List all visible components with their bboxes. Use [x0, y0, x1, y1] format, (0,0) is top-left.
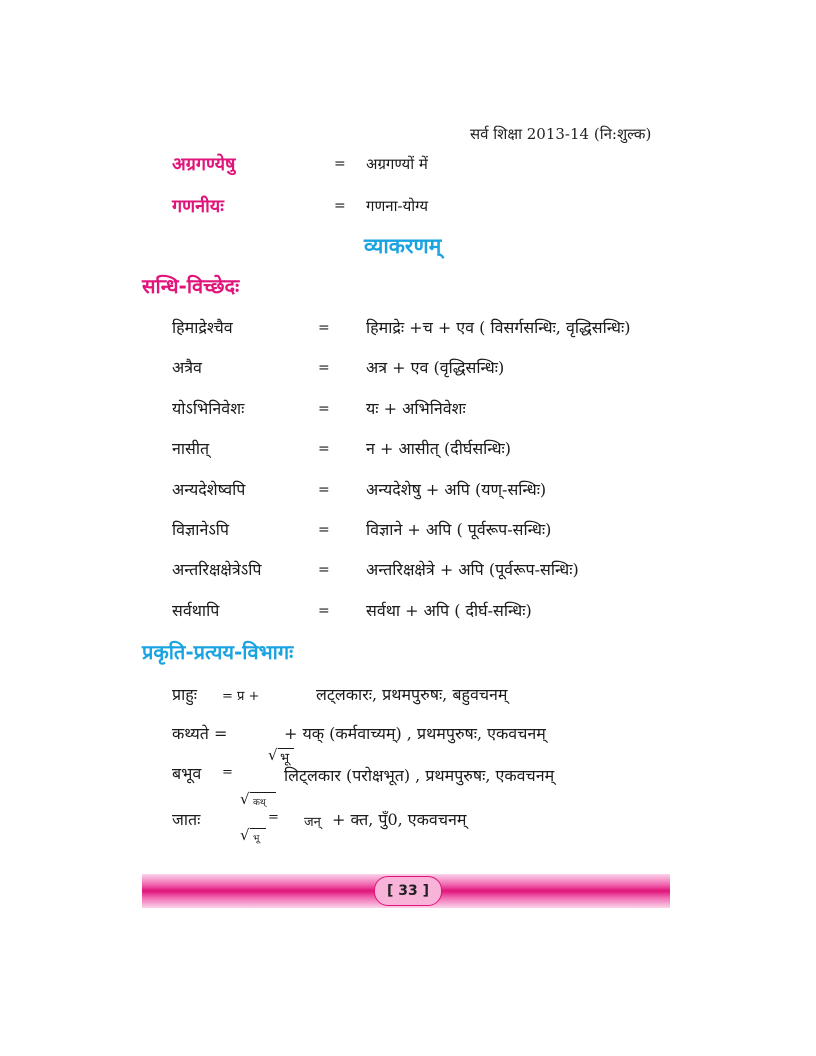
sandhi-word: नासीत्	[172, 439, 210, 458]
root-overline	[250, 828, 266, 829]
page-header: सर्व शिक्षा 2013-14 (नि:शुल्क)	[470, 125, 652, 143]
sandhi-equals: =	[318, 360, 330, 376]
sandhi-equals: =	[318, 320, 330, 336]
pratyaya-equals: =	[222, 765, 233, 780]
pratyaya-analysis: लिट्लकार (परोक्षभूत) , प्रथमपुरुषः, एकवचनम्	[284, 766, 555, 785]
sandhi-word: अत्रैव	[172, 358, 202, 377]
glossary-term: अग्रगण्येषु	[172, 154, 236, 175]
sandhi-equals: =	[318, 562, 330, 578]
sandhi-split: हिमाद्रेः +च + एव ( विसर्गसन्धिः, वृद्धिसन्धिः)	[366, 318, 631, 337]
sandhi-word: हिमाद्रेश्चैव	[172, 318, 233, 337]
pratyaya-word: बभूव	[172, 764, 202, 783]
glossary-term: गणनीयः	[172, 196, 224, 217]
sandhi-word: सर्वथापि	[172, 601, 220, 620]
pratyaya-analysis: लट्लकारः, प्रथमपुरुषः, बहुवचनम्	[316, 685, 508, 704]
sandhi-split: अत्र + एव (वृद्धिसन्धिः)	[366, 358, 505, 377]
glossary-equals: =	[334, 156, 346, 172]
sandhi-word: विज्ञानेऽपि	[172, 520, 230, 539]
sandhi-split: यः + अभिनिवेशः	[366, 399, 466, 418]
glossary-meaning: अग्रगण्यों में	[366, 155, 428, 173]
sandhi-word: अन्तरिक्षक्षेत्रेऽपि	[172, 560, 262, 579]
glossary-meaning: गणना-योग्य	[366, 197, 429, 215]
root-bhu-floating: भू	[253, 834, 260, 844]
sandhi-word: योऽभिनिवेशः	[172, 399, 245, 418]
root-overline	[250, 792, 276, 793]
sandhi-split: विज्ञाने + अपि ( पूर्वरूप-सन्धिः)	[366, 520, 552, 539]
sandhi-split: अन्तरिक्षक्षेत्रे + अपि (पूर्वरूप-सन्धिः)	[366, 560, 579, 579]
glossary-equals: =	[334, 198, 346, 214]
pratyaya-equals: =	[268, 810, 279, 825]
root-sign-icon: √	[240, 790, 250, 808]
pratyaya-analysis: + यक् (कर्मवाच्यम्) , प्रथमपुरुषः, एकवचनम्	[284, 724, 546, 743]
pratyaya-word: प्राहुः	[172, 685, 197, 704]
root-bhu: भू	[280, 751, 290, 766]
root-jan: जन्	[304, 815, 321, 830]
sandhi-equals: =	[318, 401, 330, 417]
root-sign-icon: √	[240, 826, 250, 844]
sandhi-split: सर्वथा + अपि ( दीर्घ-सन्धिः)	[366, 601, 532, 620]
root-sign-icon: √	[268, 746, 278, 764]
root-kath: कथ्	[253, 798, 266, 808]
page-number: [ 33 ]	[374, 876, 442, 906]
pratyaya-heading: प्रकृति-प्रत्यय-विभागः	[142, 640, 294, 664]
grammar-title: व्याकरणम्	[364, 234, 442, 258]
sandhi-equals: =	[318, 603, 330, 619]
pratyaya-analysis: + क्त, पुँ0, एकवचनम्	[332, 810, 467, 829]
sandhi-word: अन्यदेशेष्वपि	[172, 480, 246, 499]
sandhi-equals: =	[318, 482, 330, 498]
sandhi-split: अन्यदेशेषु + अपि (यण्-सन्धिः)	[366, 480, 547, 499]
pratyaya-word: कथ्यते =	[172, 724, 228, 743]
sandhi-split: न + आसीत् (दीर्घसन्धिः)	[366, 439, 512, 458]
pratyaya-word: जातः	[172, 810, 201, 829]
pratyaya-prefix: = प्र +	[222, 689, 260, 704]
sandhi-equals: =	[318, 522, 330, 538]
sandhi-heading: सन्धि-विच्छेदः	[142, 274, 240, 298]
sandhi-equals: =	[318, 441, 330, 457]
